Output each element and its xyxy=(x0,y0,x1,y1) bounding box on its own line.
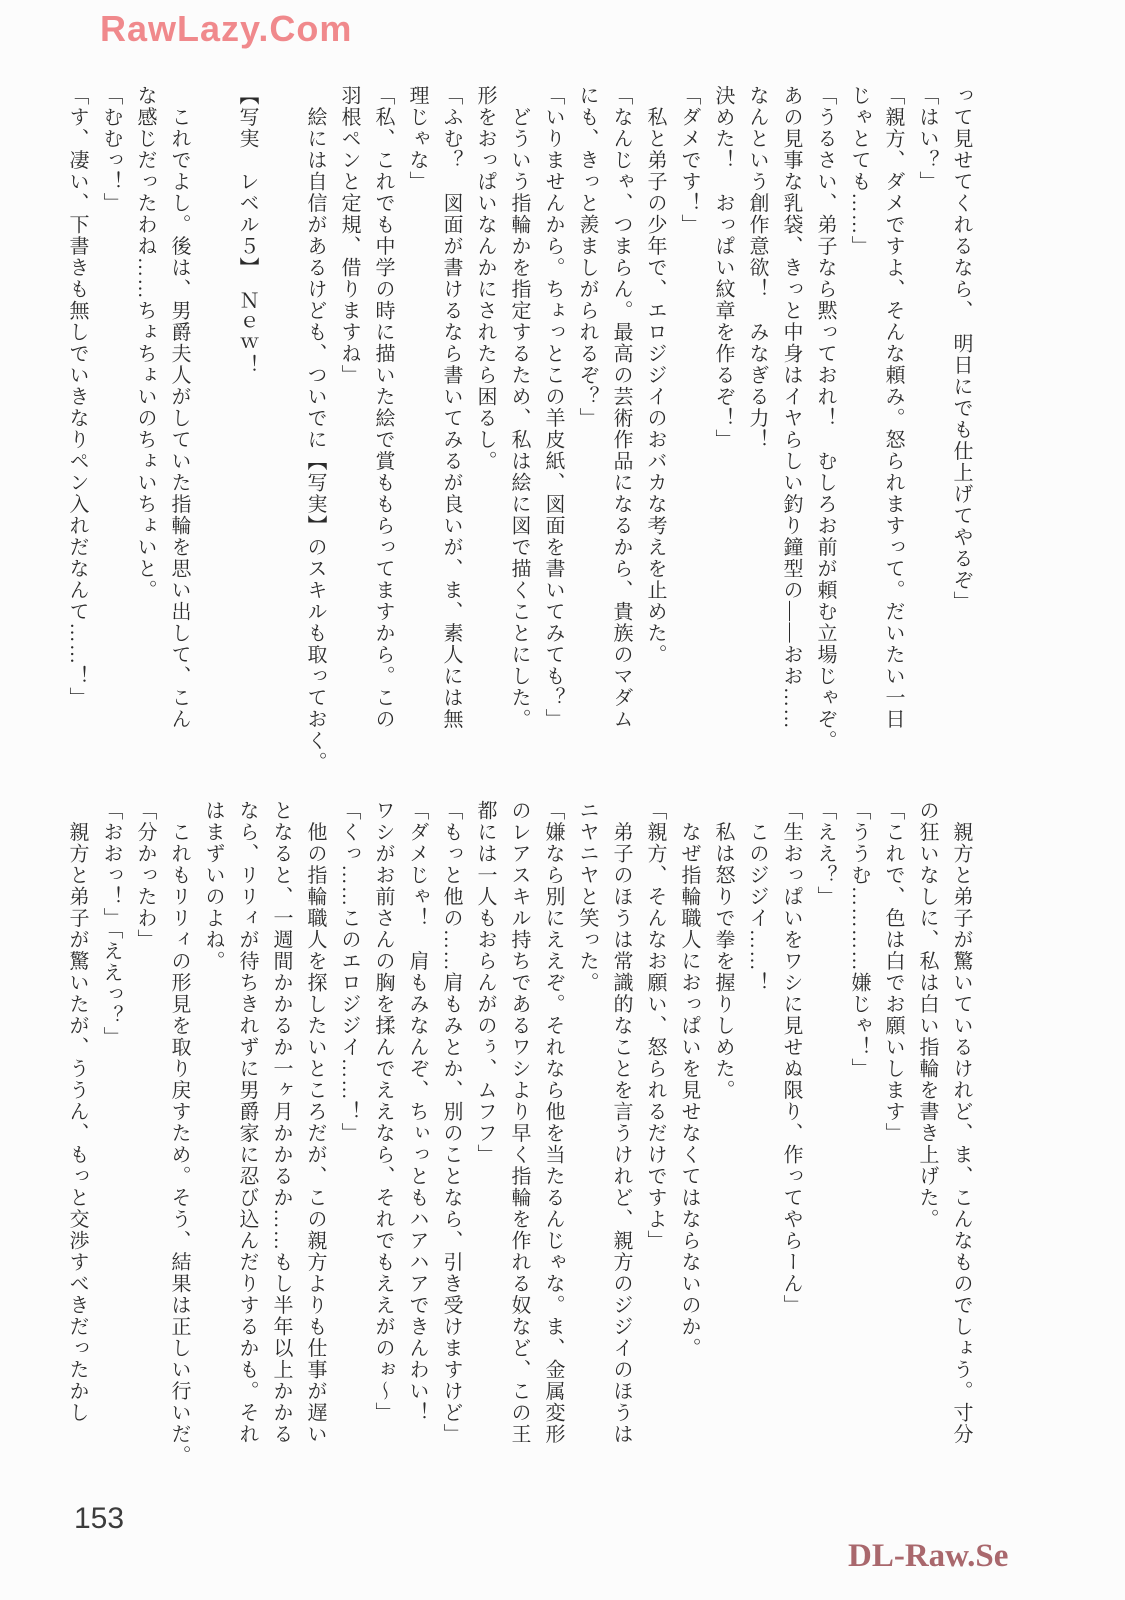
text-column: にも、きっと羨ましがられるぞ？」 xyxy=(576,85,598,429)
text-column: 形をおっぱいなんかにされたら困るし。 xyxy=(474,85,496,472)
text-column: 「むむっ！」 xyxy=(100,85,122,214)
text-column: ワシがお前さんの胸を揉んでええなら、それでもええがのぉ～」 xyxy=(372,800,394,1424)
text-column: このジジイ……！ xyxy=(746,800,768,994)
text-column: 私と弟子の少年で、エロジジイのおバカな考えを止めた。 xyxy=(644,85,666,666)
text-column: 「はい？」 xyxy=(916,85,938,193)
text-column: 「す、凄い、下書きも無しでいきなりペン入れだなんて……！」 xyxy=(66,85,88,709)
text-column: 「親方、ダメですよ、そんな頼み。怒られますって。だいたい一日 xyxy=(882,85,904,730)
text-column: 決めた！ おっぱい紋章を作るぞ！」 xyxy=(712,85,734,451)
text-column: なんという創作意欲！ みなぎる力！ xyxy=(746,85,768,451)
watermark-dlraw: DL-Raw.Se xyxy=(848,1538,1009,1574)
page-number: 153 xyxy=(74,1502,125,1535)
text-column: となると、一週間かかるか一ヶ月かかるか……もし半年以上かかる xyxy=(270,800,292,1445)
text-column: どういう指輪かを指定するため、私は絵に図で描くことにした。 xyxy=(508,85,530,730)
text-column: なら、リリィが待ちきれずに男爵家に忍び込んだりするかも。それ xyxy=(236,800,258,1445)
top-text-block xyxy=(60,85,978,773)
text-column xyxy=(264,85,298,767)
text-column: 弟子のほうは常識的なことを言うけれど、親方のジジイのほうは xyxy=(610,800,632,1445)
bottom-text-block xyxy=(60,800,978,1482)
text-column: 「親方、そんなお願い、怒られるだけですよ」 xyxy=(644,800,666,1252)
text-column: 私は怒りで拳を握りしめた。 xyxy=(712,800,734,1101)
text-column: 「ダメです！」 xyxy=(678,85,700,236)
text-column: じゃとても……」 xyxy=(848,85,870,257)
text-column: って見せてくれるなら、 明日にでも仕上げてやるぞ」 xyxy=(950,85,972,613)
text-column: はまずいのよね。 xyxy=(202,800,224,972)
text-column: 「もっと他の……肩もみとか、別のことなら、引き受けますけど」 xyxy=(440,800,462,1445)
text-column: の狂いなしに、私は白い指輪を書き上げた。 xyxy=(916,800,938,1230)
text-column: 「ふむ？ 図面が書けるなら書いてみるが良いが、ま、素人には無 xyxy=(440,85,462,730)
text-column xyxy=(196,85,230,767)
text-column: 「なんじゃ、つまらん。最高の芸術作品になるから、貴族のマダム xyxy=(610,85,632,730)
text-column: 「嫌なら別にええぞ。それなら他を当たるんじゃな。ま、金属変形 xyxy=(542,800,564,1445)
text-column: 「おおっ！」「ええっ？」 xyxy=(100,800,122,1048)
text-column: 「私、これでも中学の時に描いた絵で賞ももらってますから。この xyxy=(372,85,394,730)
text-column: これもリリィの形見を取り戻すため。そう、結果は正しい行いだ。 xyxy=(168,800,190,1467)
text-column: な感じだったわね……ちょちょいのちょいちょいと。 xyxy=(134,85,156,601)
text-column: なぜ指輪職人におっぱいを見せなくてはならないのか。 xyxy=(678,800,700,1359)
text-column: 親方と弟子が驚いているけれど、ま、こんなものでしょう。寸分 xyxy=(950,800,972,1445)
text-column: 絵には自信があるけども、ついでに【写実】のスキルも取っておく。 xyxy=(304,85,326,773)
text-column: 「ええ？」 xyxy=(814,800,836,908)
text-column: 「分かったわ」 xyxy=(134,800,156,951)
watermark-rawlazy: RawLazy.Com xyxy=(100,8,353,49)
text-column: 他の指輪職人を探したいところだが、この親方よりも仕事が遅い xyxy=(304,800,326,1445)
text-column: 理じゃな」 xyxy=(406,85,428,193)
text-column: 親方と弟子が驚いたが、ううん、もっと交渉すべきだったかし xyxy=(66,800,88,1424)
text-column: 羽根ペンと定規、借りますね」 xyxy=(338,85,360,386)
text-column: 「生おっぱいをワシに見せぬ限り、作ってやらーん」 xyxy=(780,800,802,1316)
text-column: 「ううむ…………嫌じゃ！」 xyxy=(848,800,870,1080)
text-column: 「これで、色は白でお願いします」 xyxy=(882,800,904,1144)
text-column: のレアスキル持ちであるワシより早く指輪を作れる奴など、この王 xyxy=(508,800,530,1445)
text-column: 「ダメじゃ！ 肩もみなんぞ、ちぃっともハアハアできんわい！ xyxy=(406,800,428,1424)
text-column: 都には一人もおらんがのぅ、ムフフ」 xyxy=(474,800,496,1166)
text-column: 【写実 レベル５】 Ｎｅｗ！ xyxy=(236,85,258,376)
text-column: 「くっ……このエロジジイ……！」 xyxy=(338,800,360,1144)
text-column: これでよし。後は、男爵夫人がしていた指輪を思い出して、こん xyxy=(168,85,190,730)
text-column: 「うるさい、弟子なら黙っておれ！ むしろお前が頼む立場じゃぞ。 xyxy=(814,85,836,752)
text-column: あの見事な乳袋、きっと中身はイヤらしい釣り鐘型の――おお…… xyxy=(780,85,802,730)
text-column: ニヤニヤと笑った。 xyxy=(576,800,598,994)
text-column: 「いりませんから。ちょっとこの羊皮紙、図面を書いてみても？」 xyxy=(542,85,564,730)
